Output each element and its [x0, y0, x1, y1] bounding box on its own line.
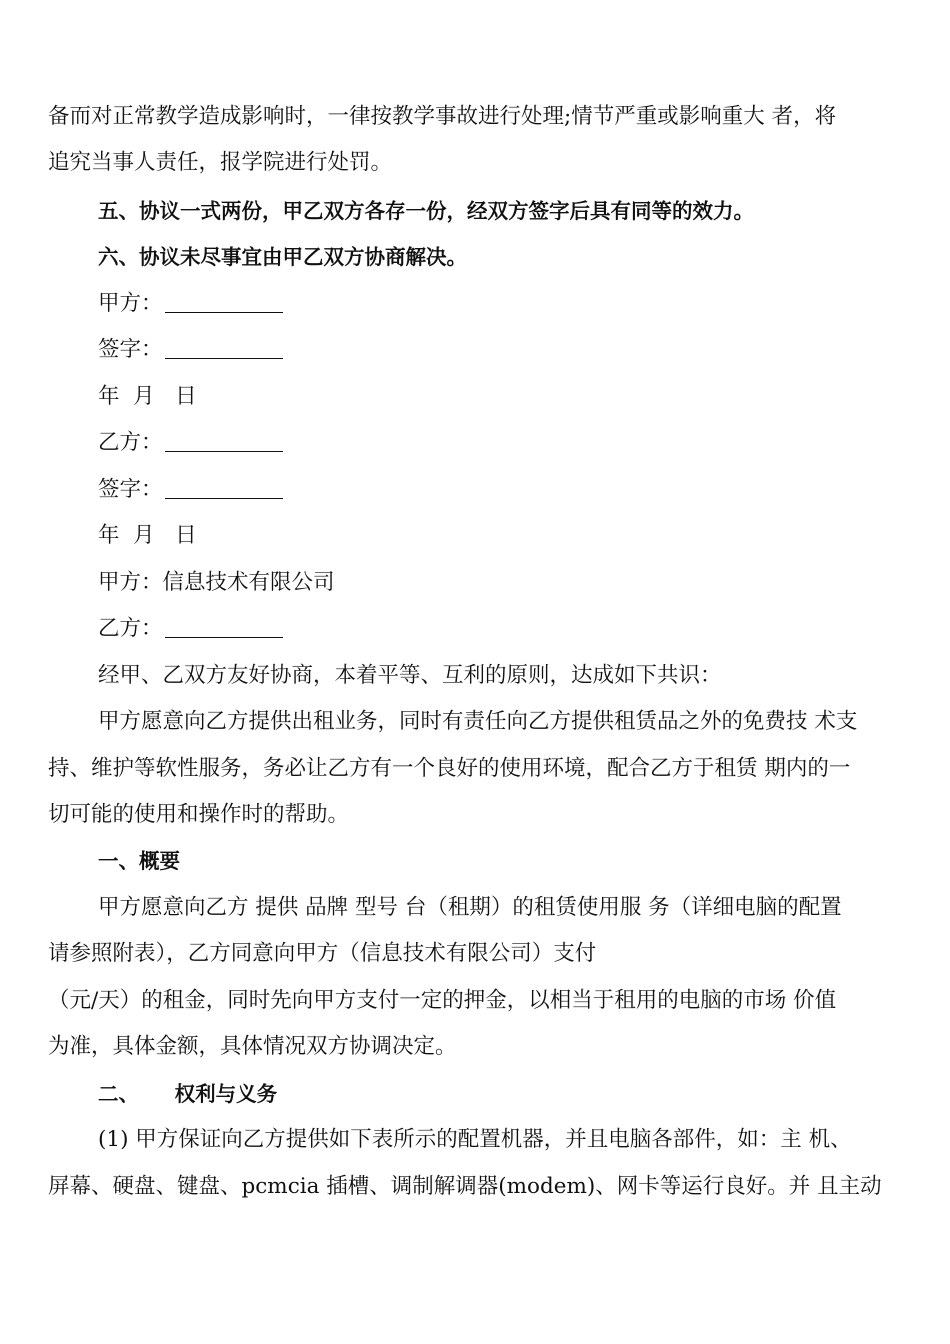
party-b-row [98, 615, 283, 643]
party-b-label: 乙方： [98, 430, 163, 455]
party-a-sign-blank [165, 338, 283, 359]
paragraph-line: 持、维护等软性服务，务必让乙方有一个良好的使用环境，配合乙方于租赁 期内的一 [48, 756, 851, 781]
party-b-name-blank [165, 617, 283, 638]
clause-5: 五、协议一式两份，甲乙双方各存一份，经双方签字后具有同等的效力。 [98, 199, 754, 223]
party-a-sign-row [98, 336, 283, 364]
paragraph-line: 甲方愿意向乙方提供出租业务，同时有责任向乙方提供租赁品之外的免费技 术支 [98, 709, 858, 734]
intro-line: 经甲、乙双方友好协商，本着平等、互利的原则，达成如下共识： [98, 663, 722, 688]
party-b-date: 年 月 日 [98, 523, 197, 548]
section-1-title: 一、概要 [98, 849, 180, 873]
clause-6: 六、协议未尽事宜由甲乙双方协商解决。 [98, 245, 467, 269]
paragraph-line: 为准，具体金额，具体情况双方协调决定。 [48, 1034, 457, 1059]
party-a-signature-row [98, 290, 283, 318]
paragraph-line: 切可能的使用和操作时的帮助。 [48, 802, 350, 827]
paragraph-line: (1) 甲方保证向乙方提供如下表所示的配置机器，并且电脑各部件，如：主 机、 [98, 1127, 852, 1152]
party-b-name-label: 乙方： [98, 616, 163, 641]
paragraph-line: （元/天）的租金，同时先向甲方支付一定的押金，以相当于租用的电脑的市场 价值 [48, 988, 837, 1013]
party-b-sign-blank [165, 478, 283, 499]
party-a-date: 年 月 日 [98, 384, 197, 409]
section-2-title: 二、 权利与义务 [98, 1082, 278, 1106]
party-b-signature-row [98, 429, 283, 457]
paragraph-line: 屏幕、硬盘、键盘、pcmcia 插槽、调制解调器(modem)、网卡等运行良好。并 且主动 [48, 1174, 882, 1199]
party-b-blank [165, 431, 283, 452]
party-b-sign-label: 签字： [98, 477, 163, 502]
party-b-sign-row [98, 476, 283, 504]
party-a-sign-label: 签字： [98, 337, 163, 362]
paragraph-line: 甲方愿意向乙方 提供 品牌 型号 台（租期）的租赁使用服 务（详细电脑的配置 [98, 895, 842, 920]
party-a-blank [165, 292, 283, 313]
paragraph-line: 请参照附表），乙方同意向甲方（信息技术有限公司）支付 [48, 941, 597, 966]
party-a-name: 甲方：信息技术有限公司 [98, 570, 335, 595]
paragraph-line: 追究当事人责任，报学院进行处罚。 [48, 150, 393, 175]
paragraph-line: 备而对正常教学造成影响时，一律按教学事故进行处理;情节严重或影响重大 者，将 [48, 104, 837, 129]
party-a-label: 甲方： [98, 291, 163, 316]
